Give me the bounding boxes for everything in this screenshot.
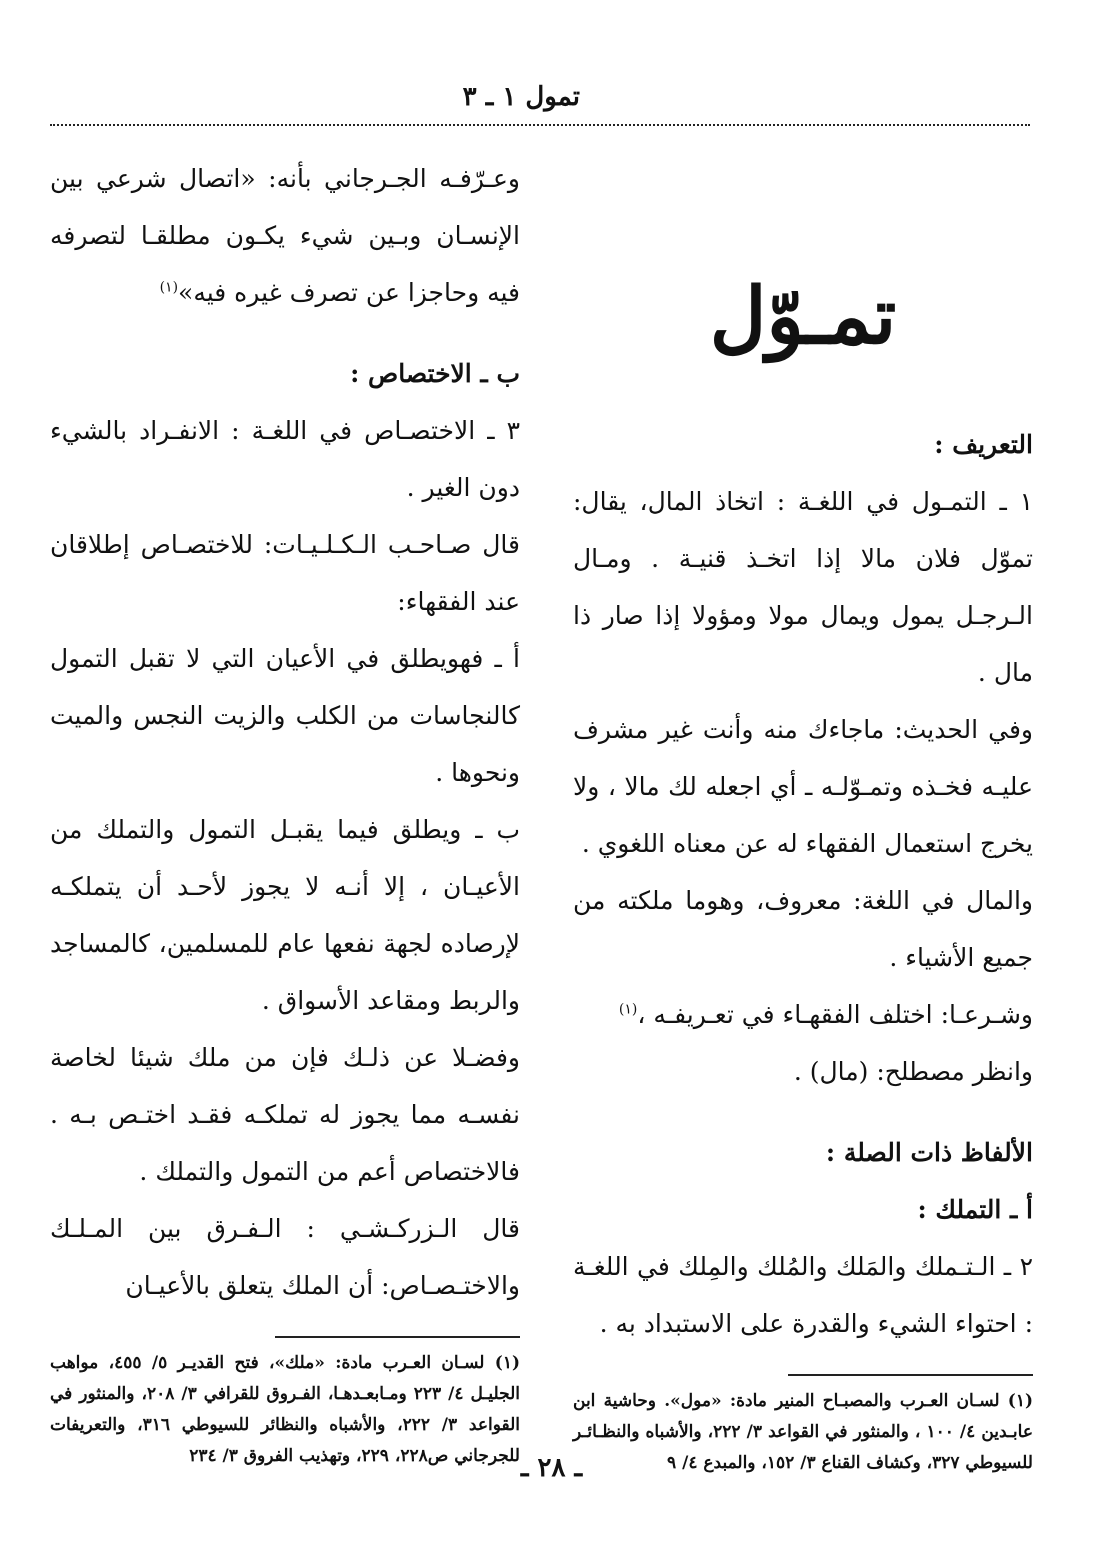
paragraph: وانظر مصطلح: (مال) . bbox=[793, 1057, 1033, 1086]
paragraph: ب ـ ويطلق فيما يقبـل التمول والتملك من الأعيـان ، إلا أنـه لا يجوز لأحـد أن يتملكـه لإرصاده لجهة نفعها عام للمسلمين، كالمساجد والربط ومقاعد الأسواق . bbox=[50, 815, 520, 1015]
paragraph: قال صـاحـب الـكـلـيـات: للاختصـاص إطلاقان عند الفقهاء: bbox=[50, 530, 520, 616]
paragraph: قال الـزركـشـي : الـفـرق بين المـلـك والاختـصـاص: أن الملك يتعلق بالأعيـان bbox=[50, 1214, 520, 1300]
footnote-ref: (١) bbox=[618, 1001, 638, 1018]
running-head: تمول ١ ـ ٣ bbox=[462, 82, 580, 112]
footnote-divider bbox=[275, 1336, 520, 1338]
paragraph bbox=[573, 986, 1033, 1043]
section-heading-definition: التعريف : bbox=[934, 430, 1033, 459]
spacer bbox=[50, 321, 520, 345]
paragraph: ٢ ـ الـتـملك والمَلك والمُلك والمِلك في اللغـة : احتواء الشيء والقدرة على الاستبداد به . bbox=[573, 1252, 1033, 1338]
footnote-divider bbox=[788, 1374, 1033, 1376]
footnote: (١) لسـان العـرب مادة: «ملك»، فتح القديـر ٥/ ٤٥٥، مواهب الجليـل ٤/ ٢٢٣ ومـابعـدهـا، الفـروق للقرافي ٣/ ٢٠٨، والمنثور في القواعد ٣/ ٢٢٢، والأشباه والنظائر للسيوطي ٣١٦، والتعريفات للجرجاني ص٢٢٨، ٢٢٩، وتهذيب الفروق ٣/ ٢٣٤ bbox=[50, 1353, 521, 1466]
paragraph: وفضـلا عن ذلـك فإن من ملك شيئا لخاصة نفسـه مما يجوز له تملكـه فقـد اختـص بـه . فالاختصاص أعم من التمول والتملك . bbox=[50, 1043, 520, 1186]
page-number: ـ ٢٨ ـ bbox=[520, 1453, 583, 1483]
spacer bbox=[573, 1100, 1033, 1124]
section-heading-related-terms: الألفاظ ذات الصلة : bbox=[825, 1138, 1033, 1167]
subheading-specialization: ب ـ الاختصاص : bbox=[350, 359, 520, 388]
left-column bbox=[50, 150, 520, 1472]
footnote: (١) لسـان العـرب والمصبـاح المنير مادة: «مول». وحاشية ابن عابـدين ٤/ ١٠٠ ، والمنثور في القواعد ٣/ ٢٢٢، والأشباه والنظـائـر للسيوطي ٣٢٧، وكشاف القناع ٣/ ١٥٢، والمبدع ٤/ ٩ bbox=[573, 1391, 1033, 1473]
paragraph bbox=[50, 150, 520, 321]
page-header bbox=[50, 80, 1030, 126]
subheading-ownership: أ ـ التملك : bbox=[917, 1195, 1033, 1224]
paragraph-text: وعـرّفـه الجـرجاني بأنه: «اتصال شرعي بين الإنسـان وبـين شيء يكـون مطلقـا لتصرفه فيه وحاجزا عن تصرف غيره فيه» bbox=[50, 164, 520, 307]
right-column bbox=[573, 150, 1033, 1479]
paragraph: ٣ ـ الاختصـاص في اللغـة : الانفـراد بالشيء دون الغير . bbox=[50, 416, 520, 502]
entry-title: تمـوّل bbox=[709, 271, 897, 362]
paragraph: وفي الحديث: ماجاءك منه وأنت غير مشرف عليـه فخـذه وتمـوّلـه ـ أي اجعله لك مالا ، ولا يخرج استعمال الفقهاء له عن معناه اللغوي . bbox=[573, 715, 1033, 858]
paragraph: ١ ـ التمـول في اللغـة : اتخاذ المال، يقال: تموّل فلان مالا إذا اتخـذ قنيـة . ومـال الـرجـل يمول ويمال مولا ومؤولا إذا صار ذا مال . bbox=[573, 487, 1033, 687]
paragraph-text: وشـرعـا: اختلف الفقهـاء في تعـريفـه ، bbox=[637, 1000, 1033, 1029]
footnote-ref: (١) bbox=[159, 279, 179, 296]
paragraph: والمال في اللغة: معروف، وهوما ملكته من جميع الأشياء . bbox=[573, 886, 1033, 972]
paragraph: أ ـ فهويطلق في الأعيان التي لا تقبل التمول كالنجاسات من الكلب والزيت النجس والميت ونحوها . bbox=[50, 644, 520, 787]
